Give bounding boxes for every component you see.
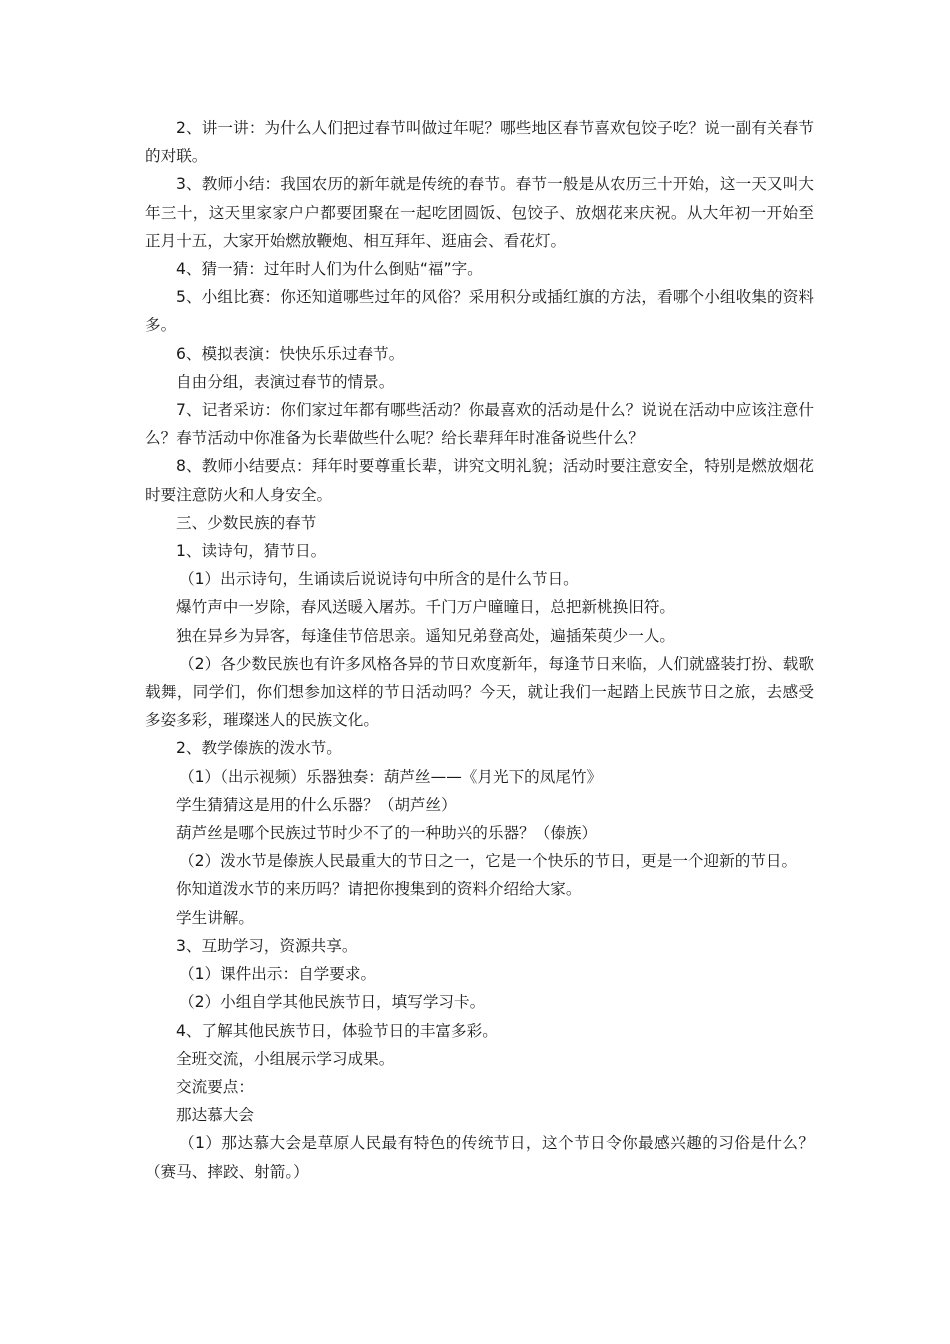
paragraph-students-explain: 学生讲解。 <box>176 908 254 927</box>
paragraph-hulusi-ethnic-group: 葫芦丝是哪个民族过节时少不了的一种助兴的乐器？（傣族） <box>176 824 598 843</box>
paragraph-festival-origin: 你知道泼水节的来历吗？请把你搜集到的资料介绍给大家。 <box>176 880 582 899</box>
poem-line-firecrackers: 爆竹声中一岁除，春风送暖入屠苏。千门万户曈曈日，总把新桃换旧符。 <box>176 598 676 617</box>
section-heading-minority-spring-festival: 三、少数民族的春节 <box>176 513 317 532</box>
paragraph-summary-points: 8、教师小结要点：拜年时要尊重长辈，讲究文明礼貌；活动时要注意安全，特别是燃放烟花时要注意防火和人身安全。 <box>145 457 814 504</box>
paragraph-naadam-question: （1）那达慕大会是草原人民最有特色的传统节日，这个节日令你最感兴趣的习俗是什么？（赛马、摔跤、射箭。） <box>145 1134 814 1181</box>
paragraph-study-card: （2）小组自学其他民族节日，填写学习卡。 <box>179 993 486 1012</box>
paragraph-video-hulusi: （1）（出示视频）乐器独奏：葫芦丝——《月光下的凤尾竹》 <box>179 767 603 786</box>
paragraph-role-play: 6、模拟表演：快快乐乐过春节。 <box>176 344 405 363</box>
paragraph-exchange-points: 交流要点： <box>176 1077 254 1096</box>
paragraph-class-exchange: 全班交流，小组展示学习成果。 <box>176 1049 395 1068</box>
paragraph-teacher-summary: 3、教师小结：我国农历的新年就是传统的春节。春节一般是从农历三十开始，这一天又叫大年三十，这天里家家户户都要团聚在一起吃团圆饭、包饺子、放烟花来庆祝。从大年初一开始至正月十五，大家开始燃放鞭炮、相互拜年、逛庙会、看花灯。 <box>145 175 814 250</box>
paragraph-reporter-interview: 7、记者采访：你们家过年都有哪些活动？你最喜欢的活动是什么？说说在活动中应该注意什么？春节活动中你准备为长辈做些什么呢？给长辈拜年时准备说些什么？ <box>145 401 814 448</box>
paragraph-minority-festivals: （2）各少数民族也有许多风格各异的节日欢度新年，每逢节日来临，人们就盛装打扮、载歌载舞，同学们，你们想参加这样的节日活动吗？今天，就让我们一起踏上民族节日之旅，去感受多姿多彩，璀璨迷人的民族文化。 <box>145 654 814 730</box>
paragraph-read-poems: 1、读诗句，猜节日。 <box>176 542 327 561</box>
paragraph-mutual-learning: 3、互助学习，资源共享。 <box>176 936 358 955</box>
paragraph-water-splashing-festival: 2、教学傣族的泼水节。 <box>176 739 342 758</box>
paragraph-show-poems: （1）出示诗句，生诵读后说说诗句中所含的是什么节日。 <box>179 570 579 589</box>
poem-line-far-from-home: 独在异乡为异客，每逢佳节倍思亲。遥知兄弟登高处，遍插茱萸少一人。 <box>176 626 676 645</box>
paragraph-guess-instrument: 学生猜猜这是用的什么乐器？（胡芦丝） <box>176 795 457 814</box>
paragraph-guess-fu: 4、猜一猜：过年时人们为什么倒贴“福”字。 <box>176 260 483 279</box>
paragraph-naadam-heading: 那达慕大会 <box>176 1106 254 1125</box>
paragraph-free-grouping: 自由分组，表演过春节的情景。 <box>176 372 395 391</box>
paragraph-talk-about: 2、讲一讲：为什么人们把过春节叫做过年呢？哪些地区春节喜欢包饺子吃？说一副有关春节的对联。 <box>145 119 814 166</box>
paragraph-other-festivals: 4、了解其他民族节日，体验节日的丰富多彩。 <box>176 1021 498 1040</box>
paragraph-self-study-requirements: （1）课件出示：自学要求。 <box>179 965 377 984</box>
paragraph-dai-festival: （2）泼水节是傣族人民最重大的节日之一，它是一个快乐的节日，更是一个迎新的节日。 <box>179 852 798 871</box>
paragraph-group-contest: 5、小组比赛：你还知道哪些过年的风俗？采用积分或插红旗的方法，看哪个小组收集的资料多。 <box>145 288 814 335</box>
